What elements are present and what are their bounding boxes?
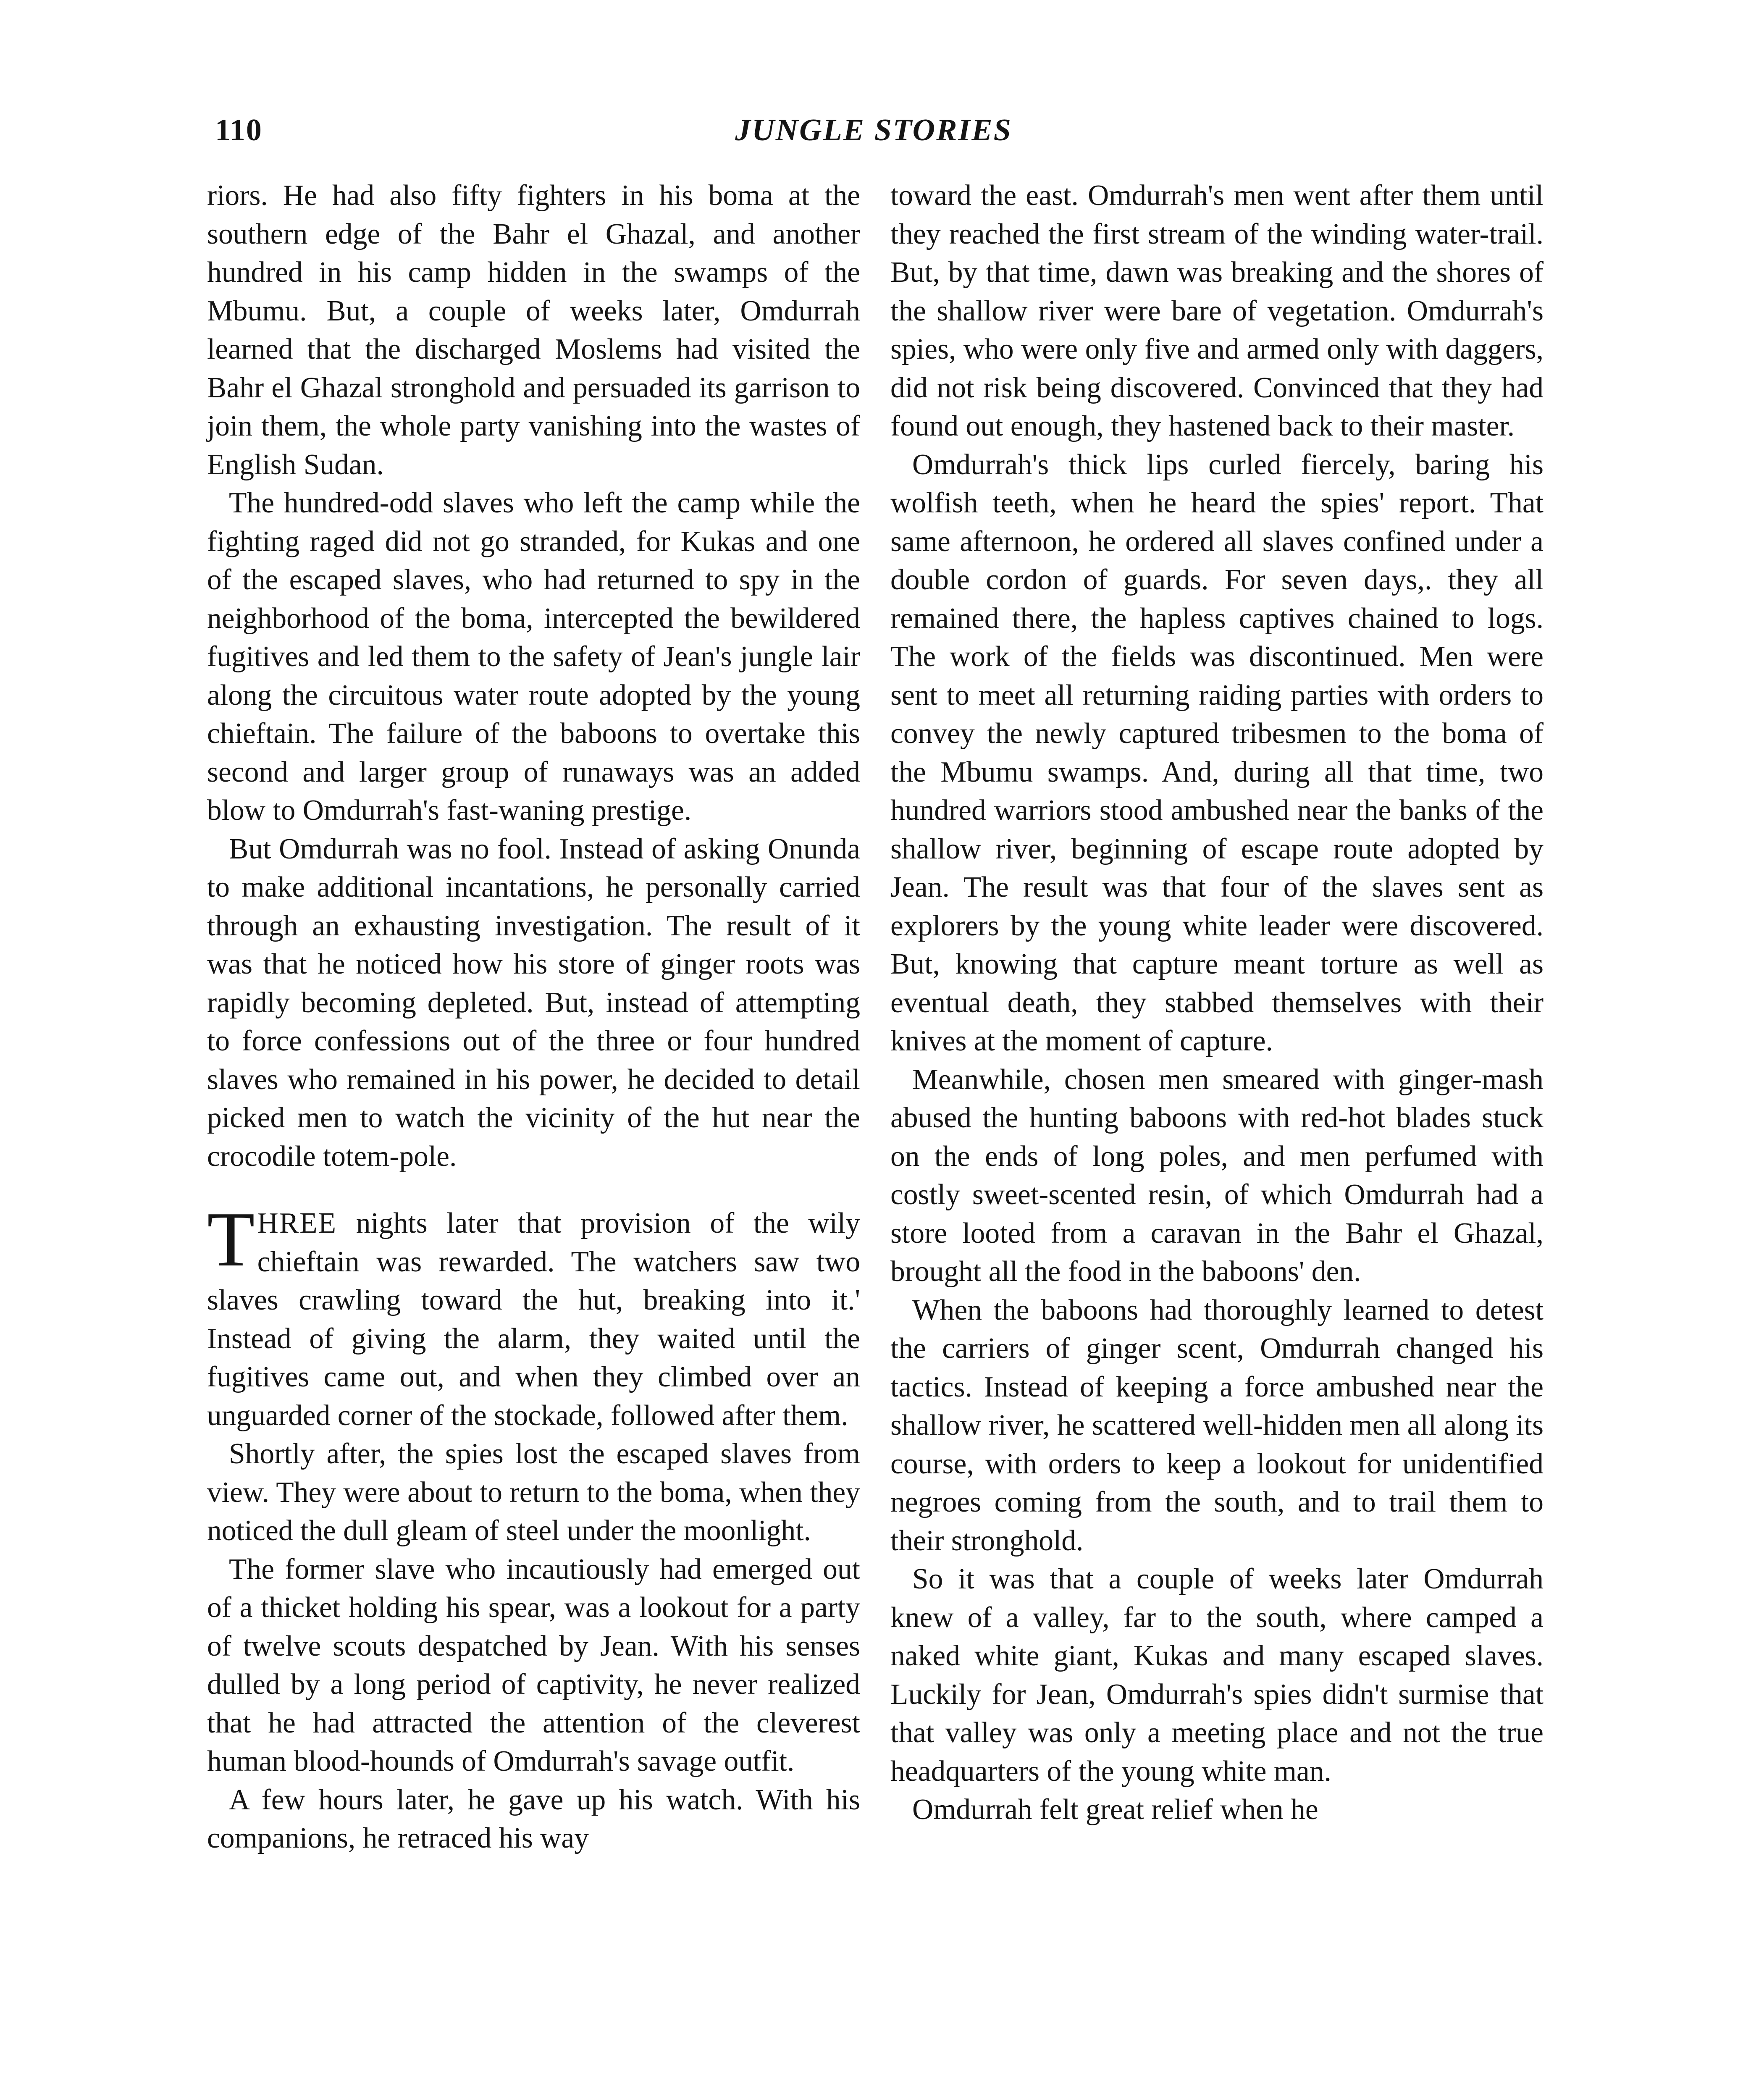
paragraph: But Omdurrah was no fool. Instead of asking Onunda to make additional incantations, he personally carried through an exhausting investigation. The result of it was that he noticed how his store of ginger roots was rapidly becoming depleted. But, instead of attempting to force confessions out of the three or four hundred slaves who remained in his power, he decided to detail picked men to watch the vicinity of the hut near the crocodile totem-pole. [207,832,860,1173]
section-opening-paragraph [207,1196,860,1435]
running-head: JUNGLE STORIES [735,113,1012,147]
right-column [890,176,1544,1829]
paragraph: Shortly after, the spies lost the escaped slaves from view. They were about to return to the boma, when they noticed the dull gleam of steel under the moonlight. [207,1438,860,1547]
drop-cap: T [207,1196,255,1283]
left-column [207,176,860,1858]
paragraph: A few hours later, he gave up his watch. With his companions, he retraced his way [207,1783,860,1854]
paragraph-text: nights later that provision of the wily chieftain was rewarded. The watchers saw two slaves crawling toward the hut, breaking into it.' Instead of giving the alarm, they waited until the fugitives came out, and when they climbed over an unguarded corner of the stockade, followed after them. [207,1207,860,1432]
paragraph: Omdurrah's thick lips curled fiercely, baring his wolfish teeth, when he heard the spies' report. That same afternoon, he ordered all slaves confined under a double cordon of guards. For seven days,. they all remained there, the hapless captives chained to logs. The work of the fields was discontinued. Men were sent to meet all returning raiding parties with orders to convey the newly captured tribesmen to the boma of the Mbumu swamps. And, during all that time, two hundred warriors stood ambushed near the banks of the shallow river, beginning of escape route adopted by Jean. The result was that four of the slaves sent as explorers by the young white leader were discovered. But, knowing that capture meant torture as well as eventual death, they stabbed themselves with their knives at the moment of capture. [890,448,1544,1057]
paragraph: Meanwhile, chosen men smeared with ginger-mash abused the hunting baboons with red-hot blades stuck on the ends of long poles, and men perfumed with costly sweet-scented resin, of which Omdurrah had a store looted from a caravan in the Bahr el Ghazal, brought all the food in the baboons' den. [890,1063,1544,1288]
small-caps-lead: HREE [257,1207,337,1239]
page-number: 110 [215,113,262,147]
paragraph: toward the east. Omdurrah's men went after them until they reached the first stream of the winding water-trail. But, by that time, dawn was breaking and the shores of the shallow river were bare of vegetation. Omdurrah's spies, who were only five and armed only with daggers, did not risk being discovered. Convinced that they had found out enough, they hastened back to their master. [890,179,1544,442]
paragraph: The hundred-odd slaves who left the camp while the fighting raged did not go stranded, for Kukas and one of the escaped slaves, who had returned to spy in the neighborhood of the boma, intercepted the bewildered fugitives and led them to the safety of Jean's jungle lair along the circuitous water route adopted by the young chieftain. The failure of the baboons to overtake this second and larger group of runaways was an added blow to Omdurrah's fast-waning prestige. [207,487,860,827]
page-header [202,113,1546,159]
paragraph: riors. He had also fifty fighters in his boma at the southern edge of the Bahr el Ghazal, and another hundred in his camp hidden in the swamps of the Mbumu. But, a couple of weeks later, Omdurrah learned that the discharged Moslems had visited the Bahr el Ghazal stronghold and persuaded its garrison to join them, the whole party vanishing into the wastes of English Sudan. [207,179,860,481]
paragraph: So it was that a couple of weeks later Omdurrah knew of a valley, far to the south, where camped a naked white giant, Kukas and many escaped slaves. Luckily for Jean, Omdurrah's spies didn't surmise that that valley was only a meeting place and not the true headquarters of the young white man. [890,1563,1544,1788]
paragraph: The former slave who incautiously had emerged out of a thicket holding his spear, was a lookout for a party of twelve scouts despatched by Jean. With his senses dulled by a long period of captivity, he never realized that he had attracted the attention of the cleverest human blood-hounds of Omdurrah's savage outfit. [207,1553,860,1777]
paragraph: Omdurrah felt great relief when he [912,1793,1318,1826]
paragraph: When the baboons had thoroughly learned to detest the carriers of ginger scent, Omdurrah changed his tactics. Instead of keeping a force ambushed near the shallow river, he scattered well-hidden men all along its course, with orders to keep a lookout for unidentified negroes coming from the south, and to trail them to their stronghold. [890,1294,1544,1557]
